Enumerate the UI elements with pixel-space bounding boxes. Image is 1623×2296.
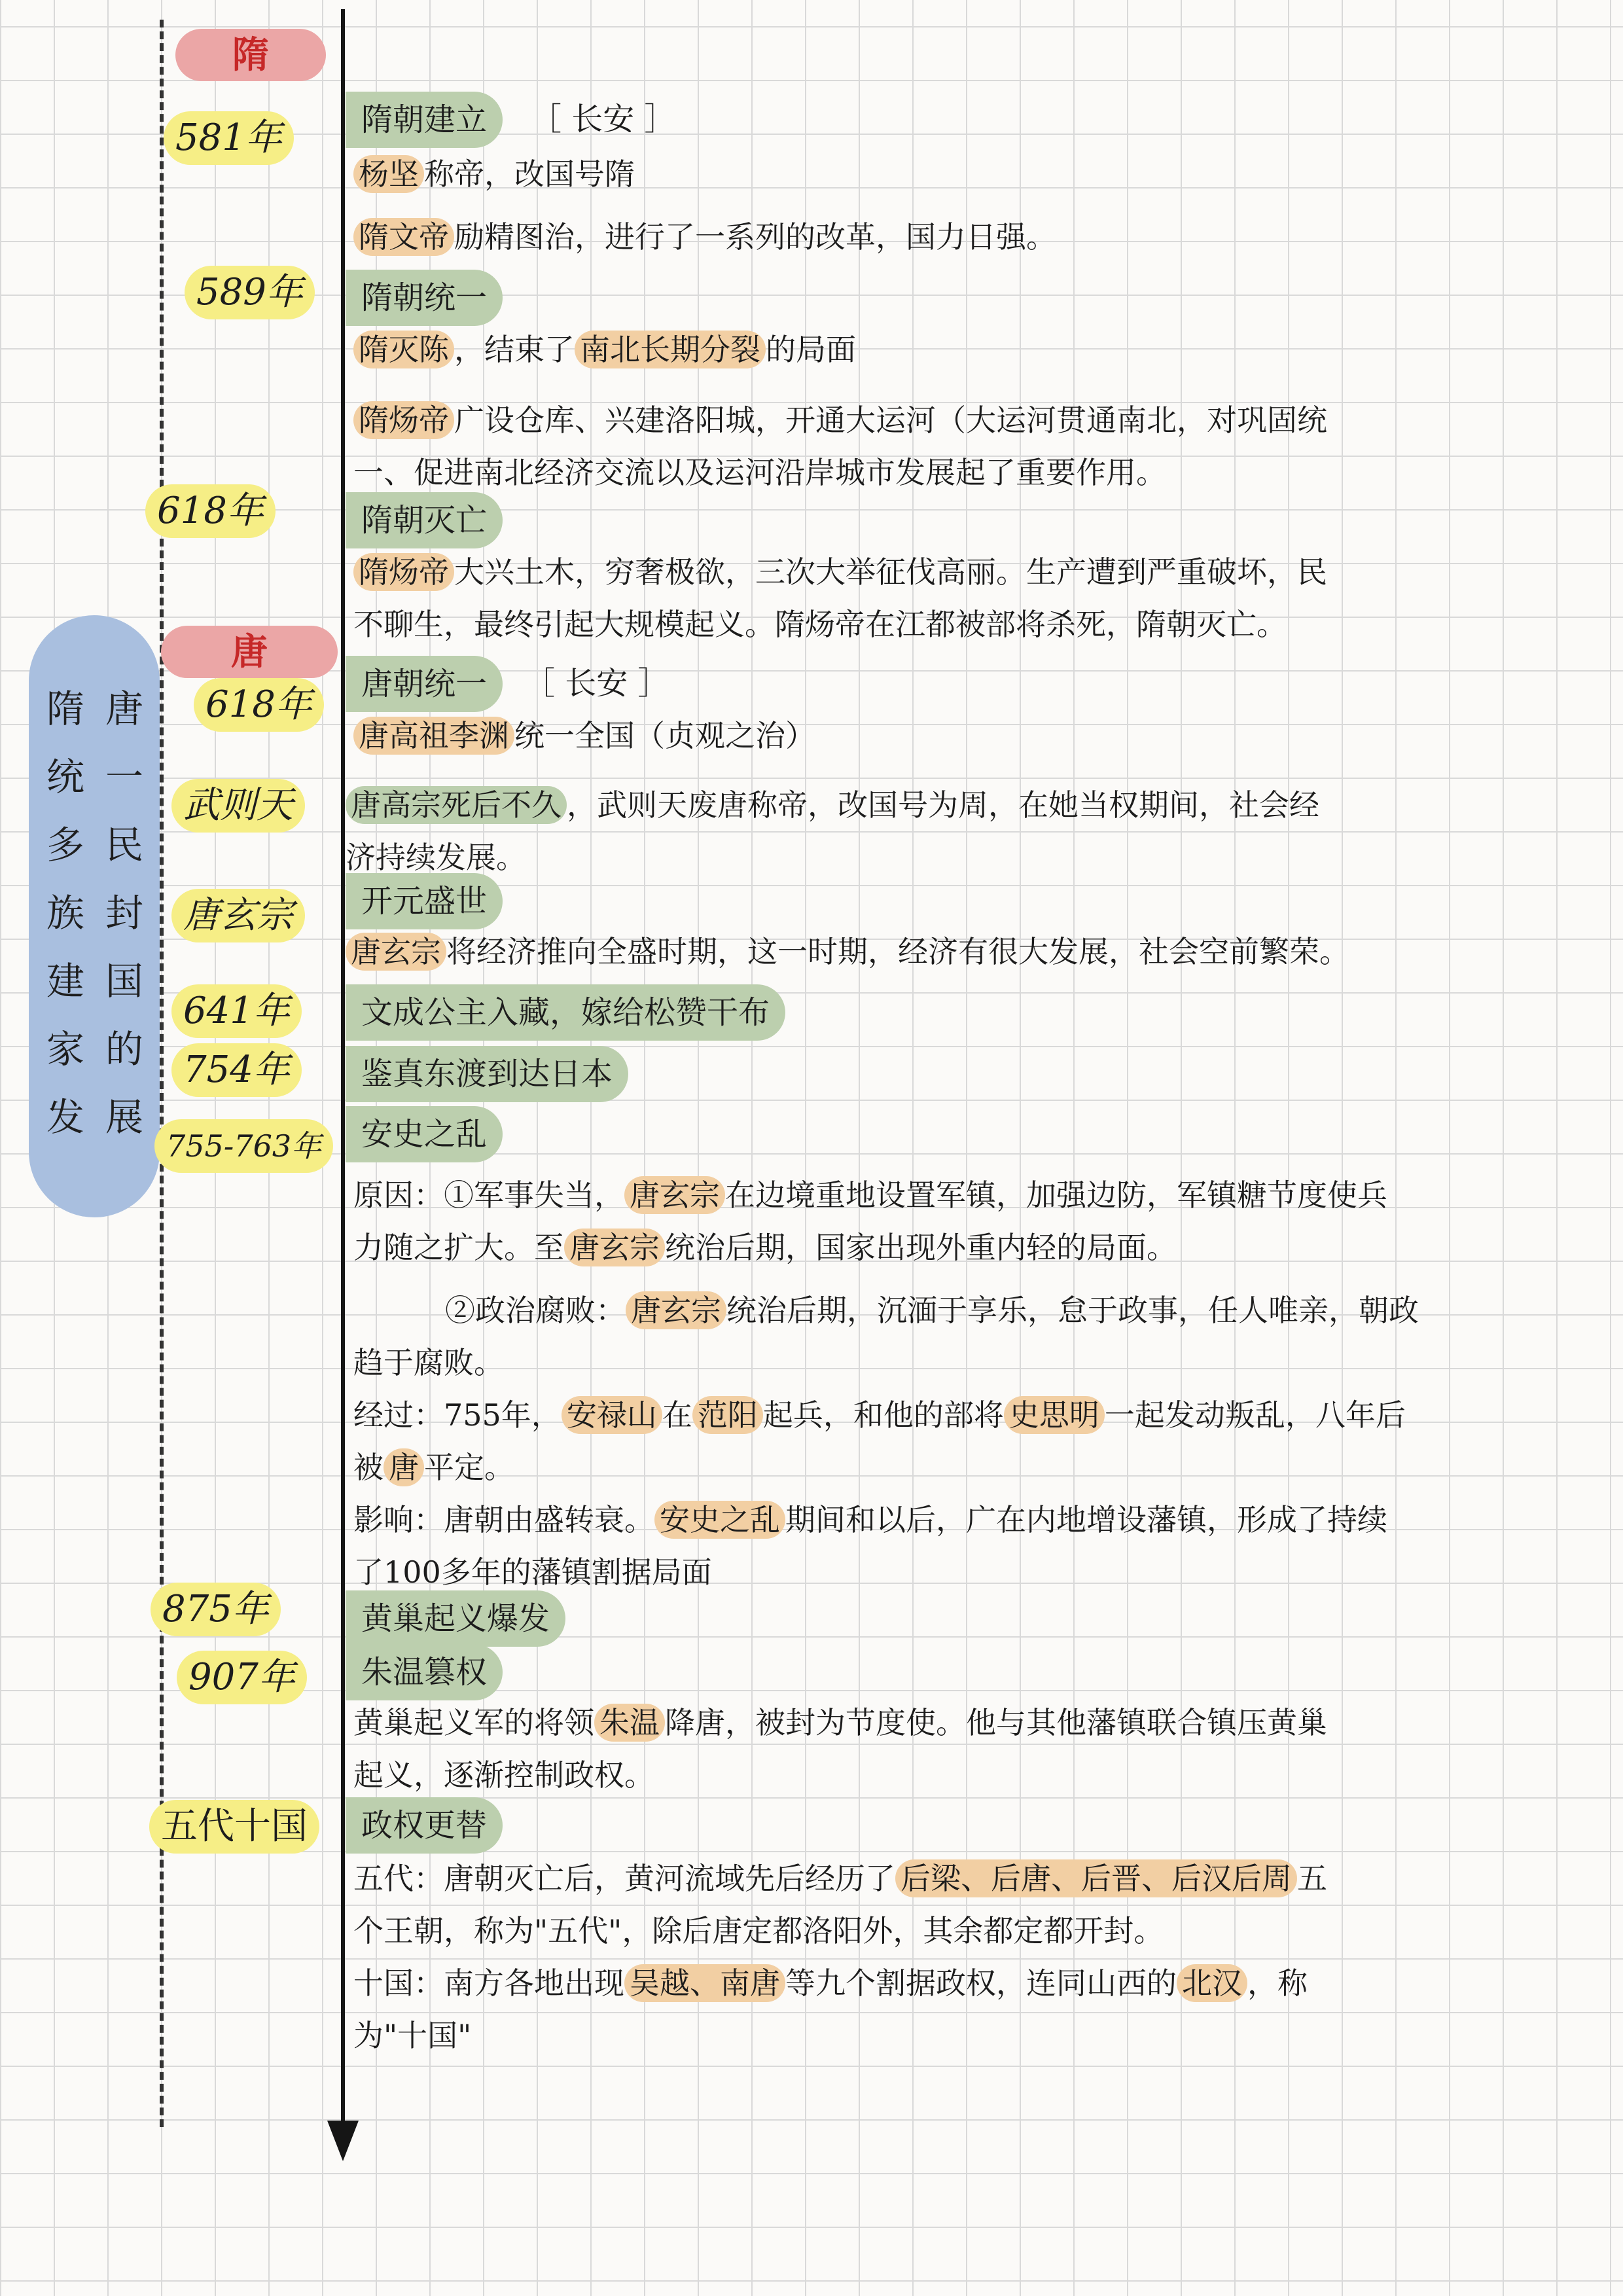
era-label-sui: 隋 [175, 29, 326, 81]
text-line: 济持续发展。 [346, 840, 526, 875]
heading-kaiyuan: 开元盛世 [346, 873, 503, 929]
year-label-754: 754年 [171, 1043, 302, 1097]
text-line: 杨坚 称帝，改国号隋 [353, 148, 1584, 200]
year-label-wuzetian: 武则天 [171, 779, 305, 833]
page-title-row: 族 封 [46, 891, 143, 935]
text-line: 起义，逐渐控制政权。 [353, 1757, 654, 1793]
year-label-581: 581年 [164, 111, 294, 165]
heading-wencheng: 文成公主入藏，嫁给松赞干布 [346, 984, 785, 1041]
heading-sui-unified: 隋朝统一 [346, 270, 503, 326]
text-line: 了100多年的藩镇割据局面 [353, 1554, 712, 1590]
year-label-wudai: 五代十国 [149, 1800, 319, 1854]
heading-anshi: 安史之乱 [346, 1106, 503, 1162]
text-line: 唐高宗死后不久 ，武则天废唐称帝，改国号为周，在她当权期间，社会经 [346, 779, 1584, 831]
heading-sui-founded: 隋朝建立 [346, 92, 503, 148]
heading-sui-fall: 隋朝灭亡 [346, 492, 503, 548]
text-line: 黄巢起义军的将领 朱温 降唐，被封为节度使。他与其他藩镇联合镇压黄巢 [353, 1705, 1327, 1740]
text-line: 十国：南方各地出现 吴越、南唐 等九个割据政权，连同山西的 北汉 ，称 [353, 1965, 1308, 2001]
timeline-arrow-icon [327, 2121, 359, 2161]
text-line: 唐高祖李渊 统一全国（贞观之治） [353, 709, 1584, 762]
text-line: 经过：755年， 安禄山 在 范阳 起兵，和他的部将 史思明 一起发动叛乱，八年后 [353, 1397, 1406, 1433]
year-label-641: 641年 [171, 984, 302, 1038]
page-title-row: 建 国 [46, 959, 143, 1003]
text-line: 趋于腐败。 [353, 1345, 504, 1380]
year-label-589: 589年 [185, 266, 315, 319]
page-title-row: 家 的 [46, 1027, 143, 1071]
page-title-row: 多 民 [46, 823, 143, 867]
heading-huangchao: 黄巢起义爆发 [346, 1590, 565, 1647]
text-line: 隋炀帝 大兴土木，穷奢极欲，三次大举征伐高丽。生产遭到严重破坏，民 [353, 546, 1584, 598]
year-label-618-sui: 618年 [145, 484, 276, 538]
heading-sui-capital: ［ 长安 ］ [530, 101, 676, 137]
page-title-row: 隋 唐 [46, 687, 143, 731]
heading-tang-capital: ［ 长安 ］ [524, 665, 669, 702]
text-line: 隋灭陈 ，结束了 南北长期分裂 的局面 [353, 323, 1584, 376]
year-label-618-tang: 618年 [194, 678, 324, 732]
text-line: 力随之扩大。至 唐玄宗 统治后期，国家出现外重内轻的局面。 [353, 1230, 1177, 1265]
timeline-axis [341, 9, 345, 2123]
heading-zhuwen: 朱温篡权 [346, 1644, 503, 1700]
text-line: 不聊生，最终引起大规模起义。隋炀帝在江都被部将杀死，隋朝灭亡。 [353, 607, 1287, 642]
page-title-row: 统 一 [46, 755, 143, 799]
text-line: 隋文帝 励精图治，进行了一系列的改革，国力日强。 [353, 211, 1584, 263]
text-line: ②政治腐败： 唐玄宗 统治后期，沉湎于享乐，怠于政事，任人唯亲，朝政 [445, 1293, 1419, 1328]
text-line: 一、促进南北经济交流以及运河沿岸城市发展起了重要作用。 [353, 455, 1166, 490]
year-label-755-763: 755-763年 [154, 1119, 333, 1173]
text-line: 五代：唐朝灭亡后，黄河流域先后经历了 后梁、后唐、后晋、后汉后周 五 [353, 1861, 1327, 1896]
text-line: 为"十国" [353, 2018, 472, 2053]
text-line: 个王朝，称为"五代"，除后唐定都洛阳外，其余都定都开封。 [353, 1913, 1164, 1948]
text-line: 隋炀帝 广设仓库、兴建洛阳城，开通大运河（大运河贯通南北，对巩固统 [353, 394, 1584, 446]
era-label-tang: 唐 [161, 626, 338, 678]
heading-jianzhen: 鉴真东渡到达日本 [346, 1046, 628, 1102]
heading-regime-change: 政权更替 [346, 1797, 503, 1854]
heading-tang-unified: 唐朝统一 [346, 656, 503, 712]
year-label-907: 907年 [177, 1651, 307, 1704]
text-line: 影响：唐朝由盛转衰。 安史之乱 期间和以后，广在内地增设藩镇，形成了持续 [353, 1502, 1387, 1537]
page-title-row: 发 展 [46, 1095, 143, 1139]
text-line: 原因：①军事失当， 唐玄宗 在边境重地设置军镇，加强边防，军镇糖节度使兵 [353, 1177, 1387, 1213]
year-label-xuanzong: 唐玄宗 [171, 889, 305, 942]
text-line: 唐玄宗 将经济推向全盛时期，这一时期，经济有很大发展，社会空前繁荣。 [346, 925, 1584, 978]
year-label-875: 875年 [151, 1583, 281, 1636]
text-line: 被 唐 平定。 [353, 1450, 514, 1485]
